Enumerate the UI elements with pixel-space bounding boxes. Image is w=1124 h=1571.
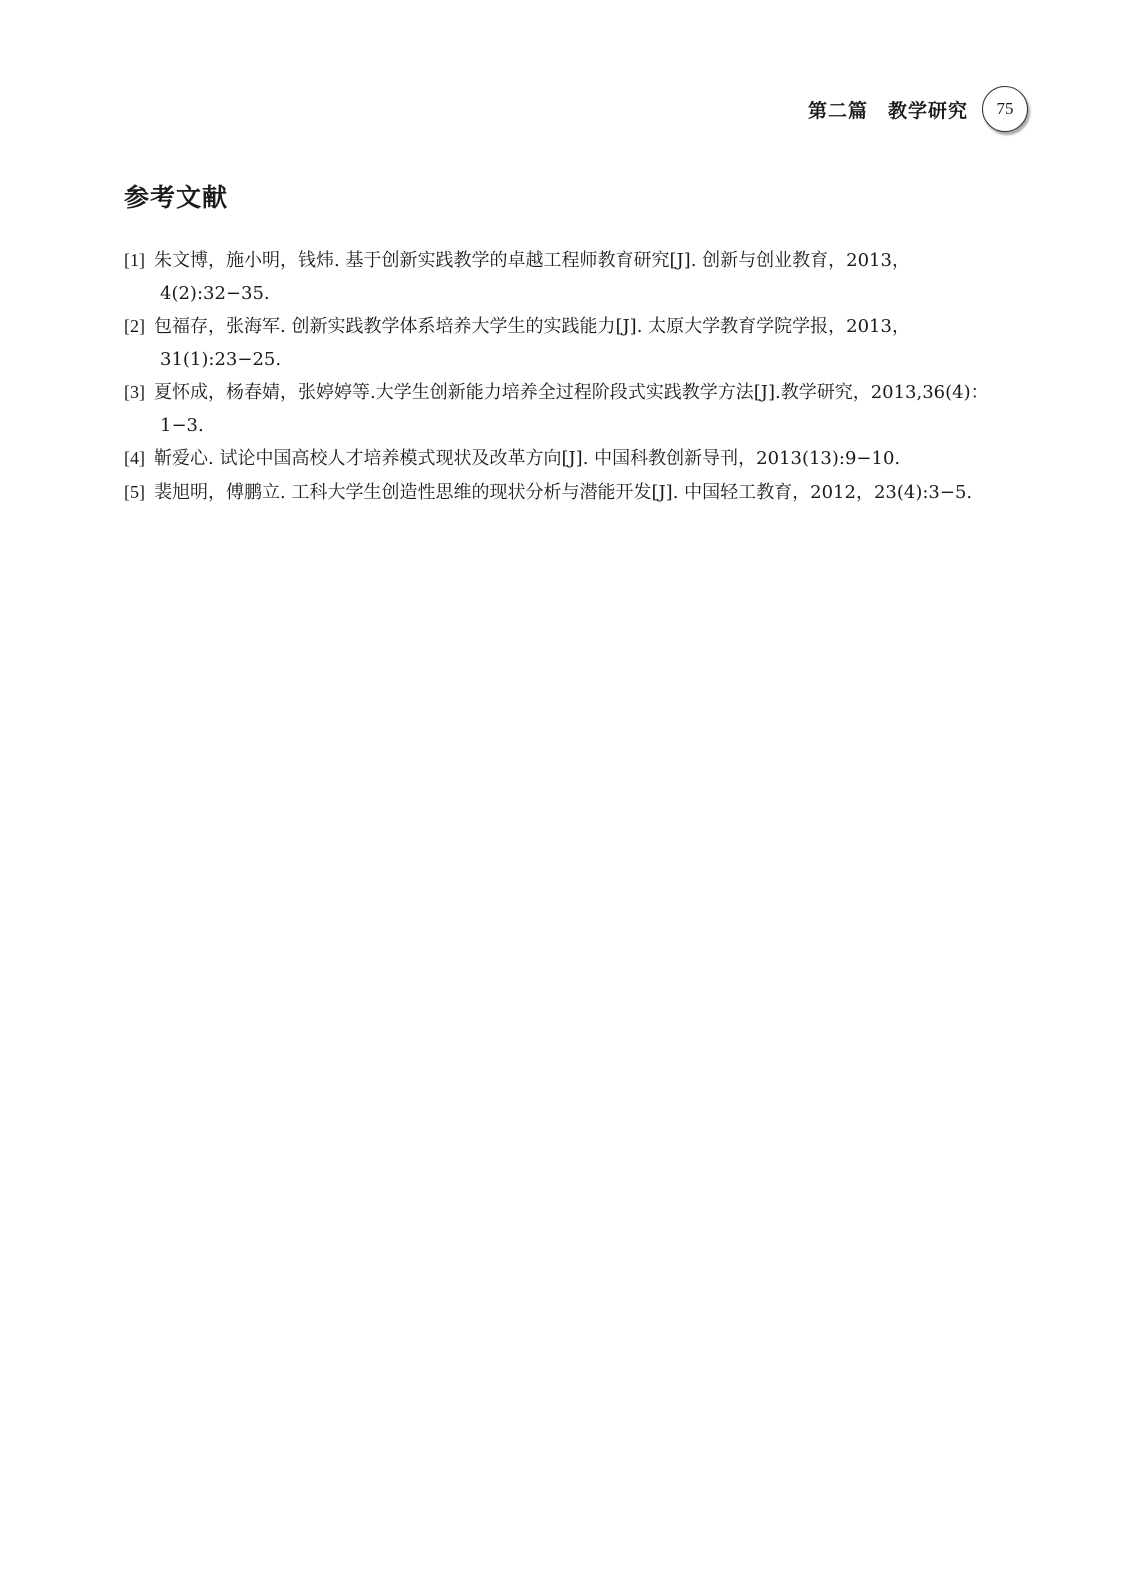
reference-item [124,310,1004,376]
reference-item [124,442,1004,476]
reference-number: [5] [124,481,145,502]
reference-number: [1] [124,250,145,270]
reference-item [124,476,1004,510]
reference-number: [2] [124,316,145,336]
reference-item [124,376,1004,442]
reference-text: 靳爱心. 试论中国高校人才培养模式现状及改革方向[J]. 中国科教创新导刊，2013(13):9−10. [154,448,901,469]
reference-text: 包福存，张海军. 创新实践教学体系培养大学生的实践能力[J]. 太原大学教育学院学报，2013，31(1):23−25. [154,316,910,370]
reference-text: 朱文博，施小明，钱炜. 基于创新实践教学的卓越工程师教育研究[J]. 创新与创业教育，2013，4(2):32−35. [154,250,910,304]
reference-list [124,244,1004,509]
running-header [808,84,1028,134]
reference-number: [4] [124,448,145,468]
reference-item [124,244,1004,310]
reference-text: 夏怀成，杨春婧，张婷婷等.大学生创新能力培养全过程阶段式实践教学方法[J].教学研究，2013,36(4)：1−3. [154,382,989,436]
section-header-title: 第二篇 教学研究 [807,99,968,122]
reference-number: [3] [124,382,145,402]
page-number: 75 [982,86,1028,132]
reference-text: 裴旭明，傅鹏立. 工科大学生创造性思维的现状分析与潜能开发[J]. 中国轻工教育，2012，23(4):3−5. [154,481,973,503]
references-title: 参考文献 [124,183,229,212]
